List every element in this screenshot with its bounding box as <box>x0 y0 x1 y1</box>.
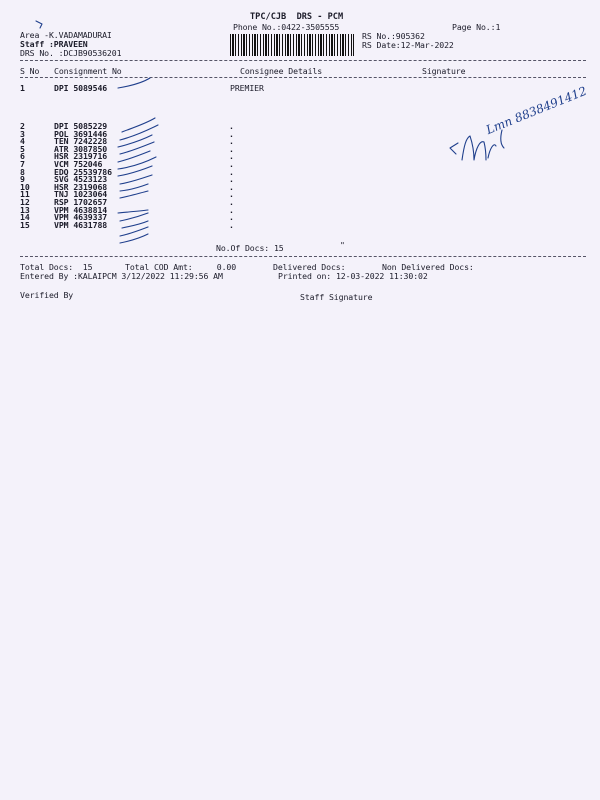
row-sno: 4 <box>20 136 25 147</box>
row-sno: 5 <box>20 143 25 154</box>
row-sno: 11 <box>20 189 30 200</box>
row-dot: . <box>229 204 234 215</box>
staff-signature: Staff Signature <box>300 292 373 302</box>
row-consignment: VPM 4631788 <box>54 219 108 230</box>
row-consignment: EDQ 25539786 <box>54 166 112 177</box>
row-consignee: PREMIER <box>230 83 264 93</box>
row-dot: . <box>229 143 234 154</box>
handwritten-marks <box>0 0 600 260</box>
sheet-title: TPC/CJB DRS - PCM <box>250 12 344 22</box>
non-delivered-docs: Non Delivered Docs: <box>382 262 474 272</box>
tick-mark: " <box>340 240 345 250</box>
row-consignment: DPI 5089546 <box>54 83 108 93</box>
col-sno: S No <box>20 66 40 76</box>
total-docs: Total Docs: 15 <box>20 262 93 272</box>
row-dot: . <box>229 136 234 147</box>
row-consignment: TEN 7242228 <box>54 136 108 147</box>
row-dot: . <box>229 128 234 139</box>
row-sno: 9 <box>20 174 25 185</box>
total-cod: Total COD Amt: 0.00 <box>125 262 237 272</box>
row-dot: . <box>229 174 234 185</box>
row-consignment: ATR 3087850 <box>54 143 108 154</box>
row-consignment: POL 3691446 <box>54 128 108 139</box>
rs-number: RS No.:905362 <box>362 31 425 41</box>
row-dot: . <box>229 197 234 207</box>
staff-label: Staff :PRAVEEN <box>20 39 88 49</box>
row-sno: 3 <box>20 128 25 139</box>
docs-count: No.Of Docs: 15 <box>216 243 284 253</box>
row-dot: . <box>229 219 234 230</box>
row-sno: 8 <box>20 166 25 177</box>
row-consignment: HSR 2319068 <box>54 181 108 192</box>
row-sno: 15 <box>20 219 30 230</box>
row-sno: 7 <box>20 159 25 169</box>
ink-tick <box>118 78 150 88</box>
row-sno: 12 <box>20 197 30 207</box>
row-dot: . <box>229 212 234 223</box>
col-consignee: Consignee Details <box>240 66 323 76</box>
row-dot: . <box>229 166 234 177</box>
printed-on: Printed on: 12-03-2022 11:30:02 <box>278 271 428 281</box>
row-sno: 6 <box>20 151 25 162</box>
row-sno: 10 <box>20 181 30 192</box>
row-dot: . <box>229 151 234 162</box>
row-dot: . <box>229 121 234 131</box>
row-consignment: VPM 4639337 <box>54 212 108 223</box>
row-sno: 13 <box>20 204 30 215</box>
row-consignment: SVG 4523123 <box>54 174 108 185</box>
row-consignment: HSR 2319716 <box>54 151 108 162</box>
row-dot: . <box>229 181 234 192</box>
drs-number: DRS No. :DCJB90536201 <box>20 48 122 58</box>
phone-number: Phone No.:0422-3505555 <box>233 22 340 32</box>
verified-by: Verified By <box>20 290 74 300</box>
row-sno: 14 <box>20 212 30 223</box>
row-sno: 1 <box>20 83 25 93</box>
handwritten-signature: Lmn 8838491412 <box>484 83 589 137</box>
row-consignment: DPI 5085229 <box>54 121 108 131</box>
col-signature: Signature <box>422 66 466 76</box>
row-consignment: RSP 1702657 <box>54 197 108 207</box>
delivered-docs: Delivered Docs: <box>273 262 346 272</box>
row-consignment: VCM 752046 <box>54 159 103 169</box>
rs-date: RS Date:12-Mar-2022 <box>362 40 454 50</box>
entered-by: Entered By :KALAIPCM 3/12/2022 11:29:56 AM <box>20 271 223 281</box>
row-consignment: TNJ 1023064 <box>54 189 108 200</box>
page-number: Page No.:1 <box>452 22 501 32</box>
row-dot: . <box>229 189 234 200</box>
col-consignment: Consignment No <box>54 66 122 76</box>
row-consignment: VPM 4638814 <box>54 204 108 215</box>
row-sno: 2 <box>20 121 25 131</box>
row-dot: . <box>229 159 234 169</box>
area-label: Area -K.VADAMADURAI <box>20 30 112 40</box>
